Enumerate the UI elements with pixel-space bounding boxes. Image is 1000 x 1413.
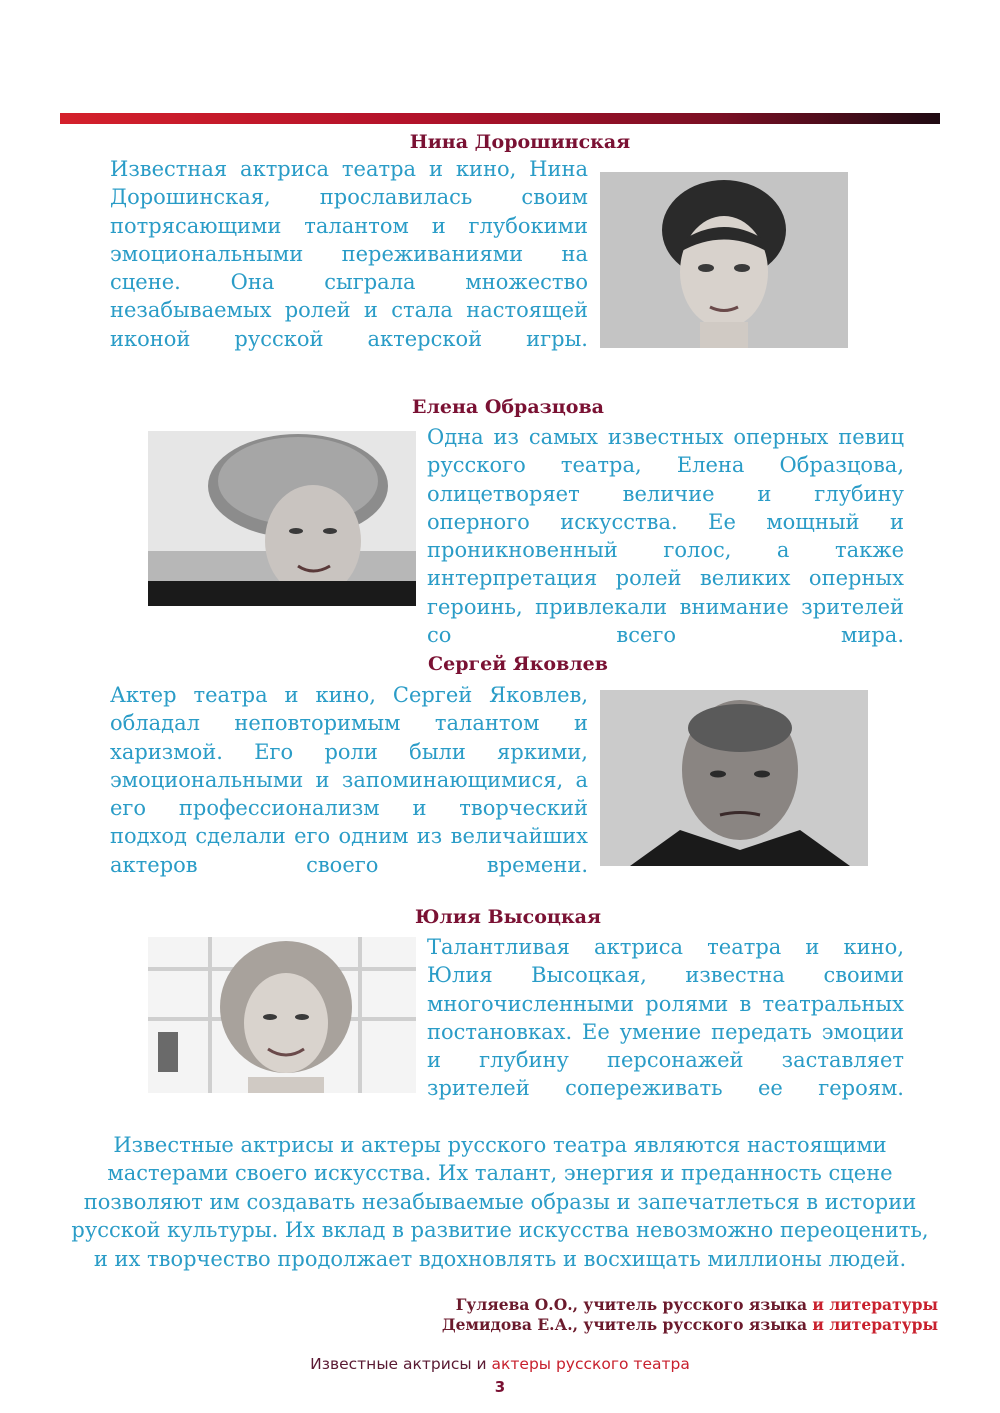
portrait-photo xyxy=(148,937,416,1093)
footer-title-part1: Известные актрисы и xyxy=(310,1355,487,1373)
summary-paragraph: Известные актрисы и актеры русского театра являются настоящими мастерами своего искусства. Их талант, энергия и преданность сцене позволяют им создавать незабываемые образы и запечатлеться в истории русской культуры. Их вклад в развитие искусства невозможно переоценить, и их творчество продолжает вдохновлять и восхищать миллионы людей. xyxy=(71,1133,929,1271)
profile-bio: Известная актриса театра и кино, Нина Дорошинская, прославилась своим потрясающими талантом и глубокими эмоциональными переживаниями на сцене. Она сыграла множество незабываемых ролей и стала настоящей иконой русской актерской игры. xyxy=(110,157,588,351)
author-role-conj: и xyxy=(812,1315,824,1334)
profile-name: Сергей Яковлев xyxy=(428,653,608,675)
author-line xyxy=(456,1295,938,1314)
author-name: Гуляева О.О., xyxy=(455,1295,578,1314)
profile-name: Нина Дорошинская xyxy=(409,131,631,153)
author-name: Демидова Е.А., xyxy=(441,1315,578,1334)
profile-bio: Талантливая актриса театра и кино, Юлия Высоцкая, известна своими многочисленными ролями в театральных постановках. Ее умение передать эмоции и глубину персонажей заставляет зрителей сопереживать ее героям. xyxy=(427,935,904,1101)
profile-bio: Актер театра и кино, Сергей Яковлев, обладал неповторимым талантом и харизмой. Его роли были яркими, эмоциональными и запоминающимися, а его профессионализм и творческий подход сделали его одним из величайших актеров своего времени. xyxy=(110,683,588,877)
profile-name: Елена Образцова xyxy=(412,396,604,418)
footer-title-part2: актеры русского театра xyxy=(491,1355,690,1373)
author-role-conj: и xyxy=(812,1295,824,1314)
portrait-photo xyxy=(600,172,848,348)
author-role-subject: литературы xyxy=(829,1295,938,1314)
author-role: учитель русского языка xyxy=(583,1315,807,1334)
author-role-subject: литературы xyxy=(829,1315,938,1334)
author-role: учитель русского языка xyxy=(583,1295,807,1314)
profile-bio: Одна из самых известных оперных певиц русского театра, Елена Образцова, олицетворяет величие и глубину оперного искусства. Ее мощный и проникновенный голос, а также интерпретация ролей великих оперных героинь, привлекали внимание зрителей со всего мира. xyxy=(427,425,904,648)
footer-title xyxy=(0,1355,1000,1373)
portrait-photo xyxy=(148,431,416,606)
header-accent-bar xyxy=(60,113,940,124)
author-line xyxy=(442,1315,938,1334)
page-number: 3 xyxy=(494,1378,506,1396)
profile-name: Юлия Высоцкая xyxy=(414,906,602,928)
portrait-photo xyxy=(600,690,868,866)
